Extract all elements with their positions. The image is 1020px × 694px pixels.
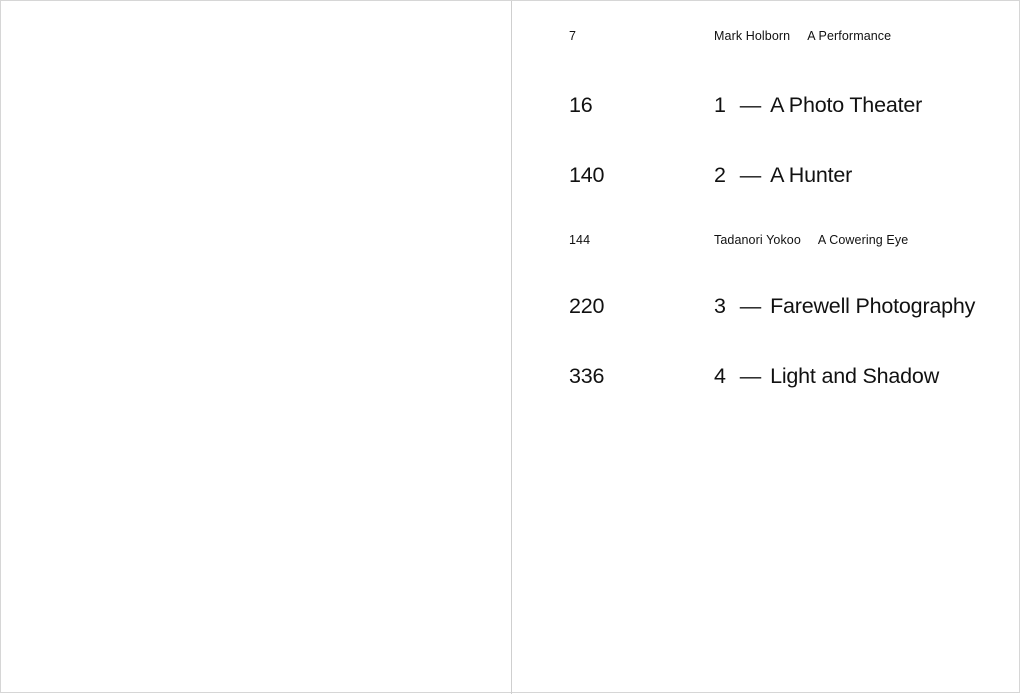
toc-chapter-entry	[714, 92, 922, 118]
toc-chapter-title: Light and Shadow	[770, 364, 940, 388]
toc-chapter-entry	[714, 293, 975, 319]
toc-em-dash: —	[739, 364, 762, 388]
toc-page-number: 7	[569, 29, 577, 43]
toc-essay-title: A Cowering Eye	[817, 233, 909, 247]
toc-chapter-entry	[714, 363, 939, 389]
left-page	[1, 1, 511, 694]
toc-page-number: 220	[569, 294, 605, 318]
toc-author: Mark Holborn	[714, 29, 791, 43]
toc-chapter-title: Farewell Photography	[770, 294, 976, 318]
toc-chapter-number: 3	[714, 294, 726, 318]
toc-page-number: 144	[569, 233, 591, 247]
toc-chapter-title: A Hunter	[770, 163, 853, 187]
right-page-table-of-contents	[511, 1, 1020, 694]
toc-chapter-number: 1	[714, 93, 726, 117]
toc-page-number: 16	[569, 93, 593, 117]
toc-em-dash: —	[739, 163, 762, 187]
toc-chapter-number: 4	[714, 364, 726, 388]
toc-page-number: 336	[569, 364, 605, 388]
toc-chapter-number: 2	[714, 163, 726, 187]
toc-essay-entry	[714, 232, 908, 248]
toc-em-dash: —	[739, 93, 762, 117]
toc-page-number: 140	[569, 163, 605, 187]
toc-chapter-title: A Photo Theater	[770, 93, 923, 117]
toc-author: Tadanori Yokoo	[714, 233, 801, 247]
toc-chapter-entry	[714, 162, 852, 188]
toc-essay-entry	[714, 28, 891, 44]
toc-em-dash: —	[739, 294, 762, 318]
toc-essay-title: A Performance	[807, 29, 892, 43]
